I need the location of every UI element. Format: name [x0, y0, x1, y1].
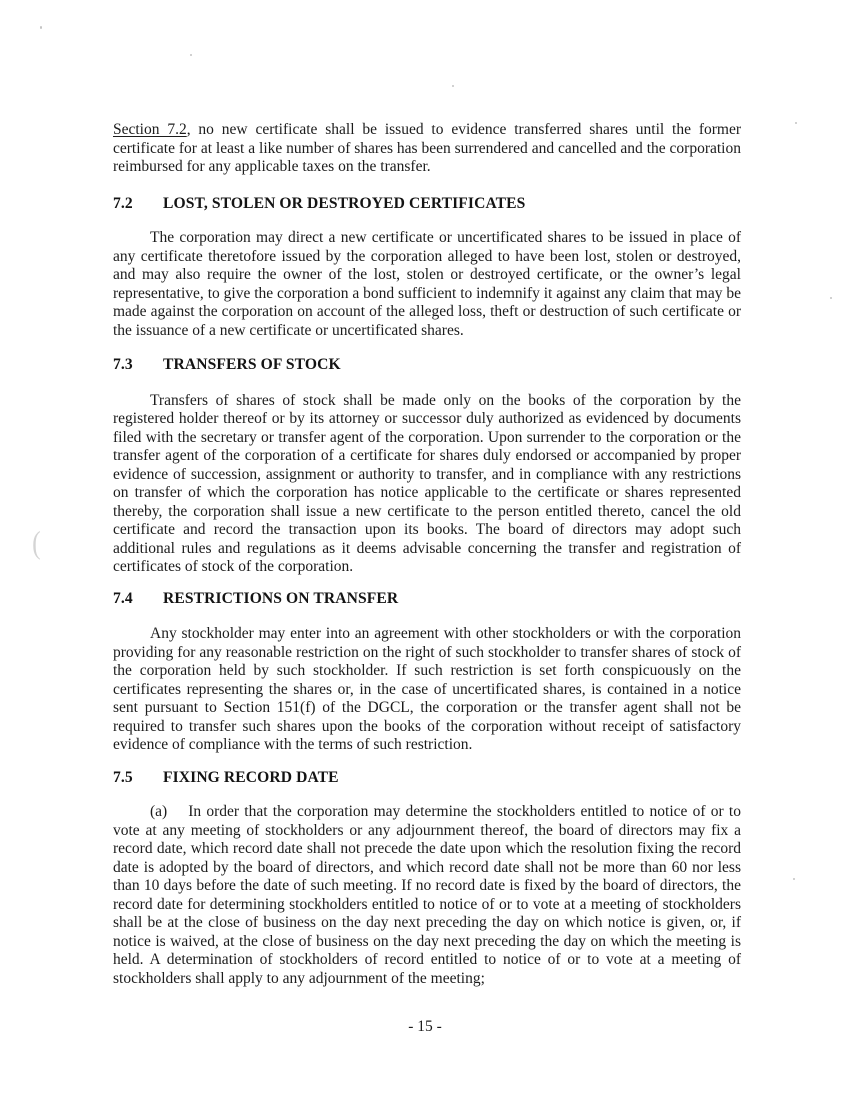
section-title: LOST, STOLEN OR DESTROYED CERTIFICATES [163, 194, 526, 212]
section-body-7-5 [113, 803, 741, 988]
section-number: 7.2 [113, 194, 133, 212]
section-title: RESTRICTIONS ON TRANSFER [163, 589, 399, 607]
section-heading-7-5 [113, 769, 741, 788]
section-number: 7.4 [113, 589, 133, 607]
section-heading-7-3 [113, 356, 741, 375]
scan-artifact-speck [40, 26, 42, 29]
scan-artifact-speck [793, 878, 795, 880]
subitem-text: In order that the corporation may determine the stockholders entitled to notice of or to vote at any meeting of stockholders or any adjournment thereof, the board of directors may fix a record date, which record date shall not precede the date upon which the resolution fixing the record date is adopted by the board of directors, and which record date shall not be more than 60 nor less than 10 days before the date of such meeting. If no record date is fixed by the board of directors, the record date for determining stockholders entitled to notice of or to vote at a meeting of stockholders shall be at the close of business on the day next preceding the day on which notice is given, or, if notice is waived, at the close of business on the day next preceding the day on which the meeting is held. A determination of stockholders of record entitled to notice of or to vote at a meeting of stockholders shall apply to any adjournment of the meeting; [113, 803, 741, 987]
section-number: 7.3 [113, 356, 133, 373]
continuation-text: , no new certificate shall be issued to evidence transferred shares until the former certificate for at least a like number of shares has been surrendered and cancelled and the corporation reimbursed for any applicable taxes on the transfer. [113, 121, 741, 175]
scan-artifact-paren: ( [32, 524, 41, 560]
section-body-7-4: Any stockholder may enter into an agreement with other stockholders or with the corporation providing for any reasonable restriction on the right of such stockholder to transfer shares of stock of the corporation held by such stockholder. If such restriction is set forth conspicuously on the certificates representing the shares or, in the case of uncertificated shares, is contained in a notice sent pursuant to Section 151(f) of the DGCL, the corporation or the transfer agent shall not be required to transfer such shares upon the books of the corporation without receipt of satisfactory evidence of compliance with the terms of such restriction. [113, 625, 741, 753]
continuation-paragraph [113, 121, 741, 177]
section-title: FIXING RECORD DATE [163, 768, 339, 786]
section-heading-7-2 [113, 195, 741, 214]
scan-artifact-speck [795, 122, 797, 124]
scan-artifact-speck [190, 54, 192, 56]
scan-artifact-speck [830, 297, 832, 299]
document-text-block [113, 121, 741, 988]
section-reference: Section 7.2 [113, 121, 187, 138]
section-heading-7-4 [113, 590, 741, 609]
section-body-7-3: Transfers of shares of stock shall be made only on the books of the corporation by the registered holder thereof or by its attorney or successor duly authorized as evidenced by documents filed with the secretary or transfer agent of the corporation. Upon surrender to the corporation or the transfer agent of the corporation of a certificate for shares duly endorsed or accompanied by proper evidence of succession, assignment or authority to transfer, and in compliance with any restrictions on transfer of which the corporation has notice applicable to the certificate or shares represented thereby, the corporation shall issue a new certificate to the person entitled thereto, cancel the old certificate and record the transaction upon its books. The board of directors may adopt such additional rules and regulations as it deems advisable concerning the transfer and registration of certificates of stock of the corporation. [113, 391, 741, 575]
subitem-label: (a) [150, 803, 168, 820]
section-number: 7.5 [113, 768, 133, 786]
section-body-7-2: The corporation may direct a new certificate or uncertificated shares to be issued in place of any certificate theretofore issued by the corporation alleged to have been lost, stolen or destroyed, and may also require the owner of the lost, stolen or destroyed certificate, or the owner’s legal representative, to give the corporation a bond sufficient to indemnify it against any claim that may be made against the corporation on account of the alleged loss, theft or destruction of such certificate or the issuance of a new certificate or uncertificated shares. [113, 229, 741, 339]
section-title: TRANSFERS OF STOCK [163, 356, 341, 373]
page-number: - 15 - [408, 1018, 442, 1035]
scan-artifact-speck [452, 85, 454, 87]
